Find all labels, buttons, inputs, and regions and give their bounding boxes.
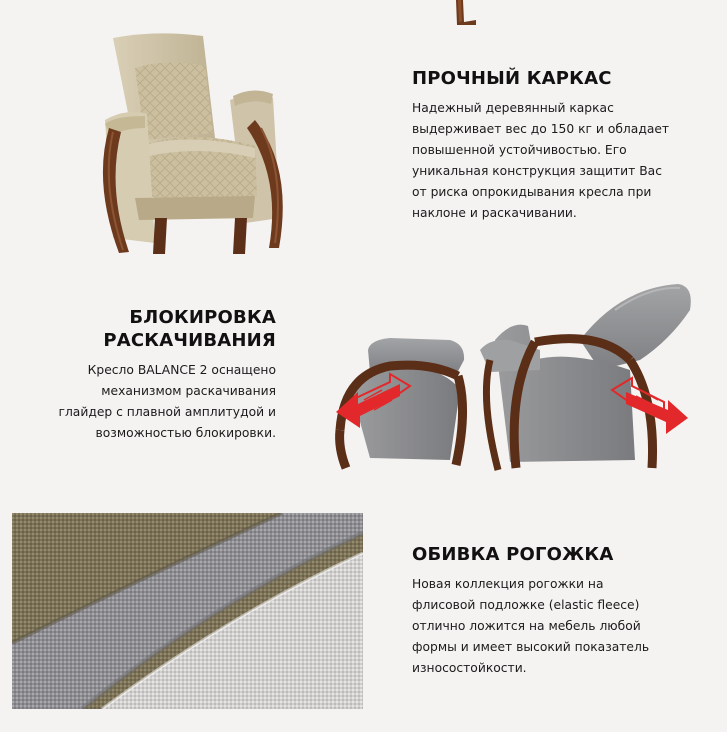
description-line: наклоне и раскачивании. <box>412 206 577 220</box>
description-line: Кресло BALANCE 2 оснащено <box>87 363 276 377</box>
description-line: формы и имеет высокий показатель <box>412 640 650 654</box>
description-line: механизмом раскачивания <box>101 384 276 398</box>
section-description <box>412 98 712 224</box>
section-title: ПРОЧНЫЙ КАРКАС <box>412 68 612 89</box>
section-title-line: РАСКАЧИВАНИЯ <box>103 330 276 351</box>
description-line: выдерживает вес до 150 кг и обладает <box>412 122 670 136</box>
section-description <box>40 360 276 444</box>
section-title-line: БЛОКИРОВКА <box>129 307 276 328</box>
fabric-samples-image <box>12 513 363 709</box>
description-line: износостойкости. <box>412 661 527 675</box>
section-title: ОБИВКА РОГОЖКА <box>412 544 614 565</box>
description-line: повышенной устойчивостью. Его <box>412 143 627 157</box>
section-lock-swing <box>40 306 276 444</box>
description-line: Надежный деревянный каркас <box>412 101 614 115</box>
description-line: от риска опрокидывания кресла при <box>412 185 652 199</box>
description-line: глайдер с плавной амплитудой и <box>58 405 276 419</box>
description-line: флисовой подложке (elastic fleece) <box>412 598 640 612</box>
beige-chair-image <box>95 28 295 258</box>
description-line: отлично ложится на мебель любой <box>412 619 641 633</box>
description-line: возможностью блокировки. <box>95 426 276 440</box>
top-leg-image <box>448 0 478 26</box>
description-line: уникальная конструкция защитит Вас <box>412 164 662 178</box>
grey-chair-ottoman-image <box>330 280 695 475</box>
section-upholstery <box>412 543 712 679</box>
description-line: Новая коллекция рогожки на <box>412 577 604 591</box>
section-description <box>412 574 712 679</box>
section-strong-frame <box>412 67 712 224</box>
